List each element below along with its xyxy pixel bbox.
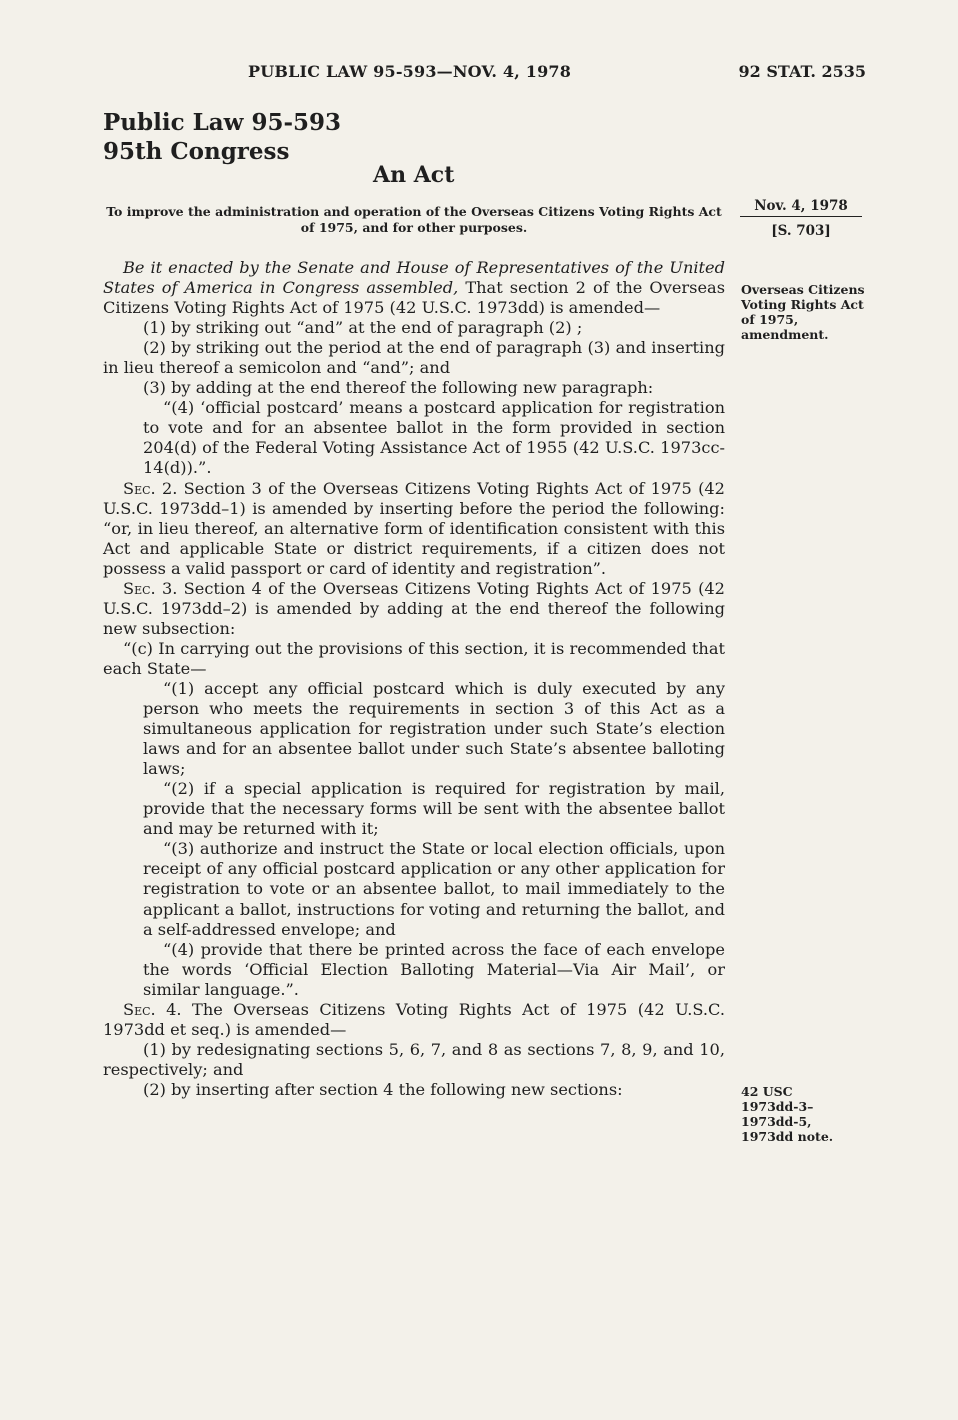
margin-note-line: 1973dd-5, xyxy=(741,1114,812,1129)
margin-note-amendment xyxy=(741,282,871,342)
section-2-label: Sec. 2. xyxy=(123,478,178,498)
sec3-subsection-c: “(c) In carrying out the provisions of this section, it is recommended that each State— xyxy=(103,638,725,678)
sec3-item-3: “(3) authorize and instruct the State or local election officials, upon receipt of any official postcard application or any other application for registration to vote or an absentee ballot, to mail immediately to the applicant a ballot, instructions for voting and returning the ballot, and a self-addressed envelope; and xyxy=(143,839,725,939)
running-head: PUBLIC LAW 95-593—NOV. 4, 1978 xyxy=(248,62,572,81)
enacting-formula: Be it enacted by the Senate and House of Representatives of the United States of America in Congress assembled, xyxy=(103,258,725,298)
section-4-label: Sec. 4. xyxy=(123,999,182,1019)
sec4-item-1: (1) by redesignating sections 5, 6, 7, and 8 as sections 7, 8, 9, and 10, respectively; and xyxy=(103,1039,725,1079)
section-3-label: Sec. 3. xyxy=(123,578,178,598)
margin-note-line: 42 USC xyxy=(741,1084,793,1099)
sec3-item-2: “(2) if a special application is required for registration by mail, provide that the necessary forms will be sent with the absentee ballot and may be returned with it; xyxy=(143,779,725,839)
act-body xyxy=(103,258,725,1100)
act-heading: An Act xyxy=(373,162,455,188)
margin-date-block xyxy=(740,198,862,239)
section-2 xyxy=(103,479,725,579)
margin-note-line: 1973dd note. xyxy=(741,1129,834,1144)
section-4 xyxy=(103,1000,725,1040)
section-4-text: The Overseas Citizens Voting Rights Act of 1975 (42 U.S.C. 1973dd et seq.) is amended— xyxy=(103,999,726,1039)
stat-page-number: 92 STAT. 2535 xyxy=(738,62,866,81)
enacting-clause xyxy=(103,258,725,318)
margin-note-line: Voting Rights Act xyxy=(741,297,864,312)
enacting-text: That section 2 of the Overseas Citizens Voting Rights Act of 1975 (42 U.S.C. 1973dd) is amended— xyxy=(103,278,725,318)
sec3-item-4: “(4) provide that there be printed across the face of each envelope the words ‘Official Election Balloting Material—Via Air Mail’, or similar language.”. xyxy=(143,939,725,999)
section-3 xyxy=(103,579,725,639)
section-2-text: Section 3 of the Overseas Citizens Voting Rights Act of 1975 (42 U.S.C. 1973dd–1) is amended by inserting before the period the following: “or, in lieu thereof, an alternative form of identification consistent with this Act and applicable State or district requirements, if a citizen does not possess a valid passport or card of identity and registration”. xyxy=(103,478,725,578)
margin-note-line: amendment. xyxy=(741,327,829,342)
public-law-number: Public Law 95-593 xyxy=(103,109,342,136)
sec4-item-2: (2) by inserting after section 4 the following new sections: xyxy=(143,1079,623,1099)
margin-note-line: of 1975, xyxy=(741,312,799,327)
congress-number: 95th Congress xyxy=(103,138,290,165)
sec3-item-1: “(1) accept any official postcard which is duly executed by any person who meets the requirements in section 3 of this Act as a simultaneous application for registration under such State’s election laws and for an absentee ballot under such State’s absentee balloting laws; xyxy=(143,678,725,779)
sec1-item-1: (1) by striking out “and” at the end of paragraph (2) ; xyxy=(143,318,583,338)
margin-note-line: Overseas Citizens xyxy=(741,282,865,297)
bill-number: [S. 703] xyxy=(771,223,831,239)
purpose-clause: To improve the administration and operation of the Overseas Citizens Voting Rights Act of 1975, and for other purposes. xyxy=(106,204,722,235)
margin-note-usc xyxy=(741,1084,871,1144)
sec1-item-2: (2) by striking out the period at the end of paragraph (3) and inserting in lieu thereof a semicolon and “and”; and xyxy=(103,338,725,378)
sec1-new-paragraph-4: “(4) ‘official postcard’ means a postcard application for registration to vote and for an absentee ballot in the form provided in section 204(d) of the Federal Voting Assistance Act of 1955 (42 U.S.C. 1973cc-14(d)).”. xyxy=(143,398,725,478)
section-3-text: Section 4 of the Overseas Citizens Voting Rights Act of 1975 (42 U.S.C. 1973dd–2) is amended by adding at the end thereof the following new subsection: xyxy=(103,578,725,638)
law-title-block xyxy=(103,108,341,166)
enactment-date: Nov. 4, 1978 xyxy=(740,198,862,217)
margin-note-line: 1973dd-3– xyxy=(741,1099,814,1114)
sec1-item-3: (3) by adding at the end thereof the following new paragraph: xyxy=(143,378,654,398)
